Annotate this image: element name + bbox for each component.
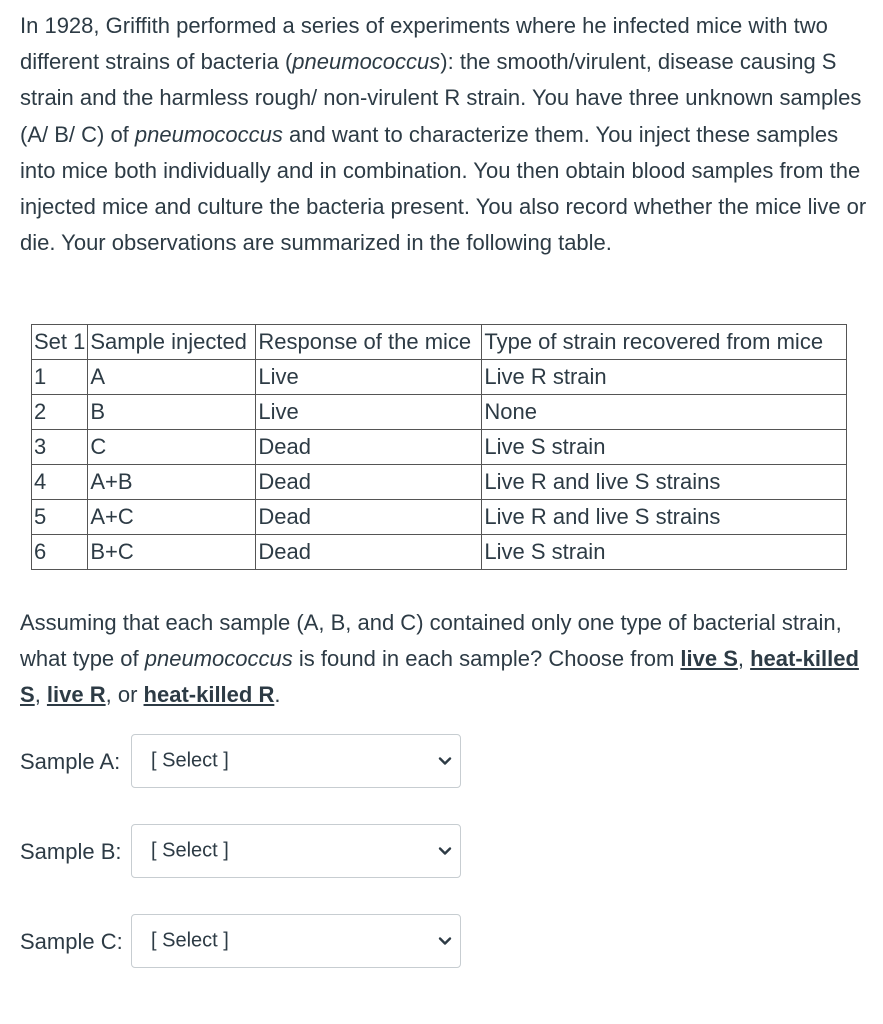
header-set: Set 1 — [32, 325, 88, 360]
cell-strain: Live R strain — [482, 360, 847, 395]
cell-strain: Live R and live S strains — [482, 500, 847, 535]
option-live-r: live R — [46, 682, 106, 708]
cell-set: 6 — [32, 535, 88, 570]
cell-response: Dead — [256, 430, 482, 465]
option-live-s: live S — [680, 646, 738, 672]
cell-strain: None — [482, 395, 847, 430]
intro-term-2: pneumococcus — [134, 121, 283, 147]
question-text-1: Assuming that each sample (A, B, and C) contained only one type of bacterial strain, what type of — [20, 610, 842, 672]
sample-b-selected-value: [ Select ] — [151, 839, 229, 862]
question-paragraph — [20, 605, 870, 714]
table-row — [32, 465, 847, 500]
chevron-down-icon — [438, 754, 452, 768]
table-row — [32, 430, 847, 465]
table-row — [32, 395, 847, 430]
sample-c-select[interactable] — [131, 914, 461, 968]
cell-set: 1 — [32, 360, 88, 395]
question-end: . — [274, 682, 281, 708]
cell-set: 3 — [32, 430, 88, 465]
cell-strain: Live S strain — [482, 535, 847, 570]
sample-a-selected-value: [ Select ] — [151, 749, 229, 772]
sample-b-select[interactable] — [131, 824, 461, 878]
cell-response: Dead — [256, 465, 482, 500]
chevron-down-icon — [438, 934, 452, 948]
sample-a-label: Sample A: — [20, 749, 121, 774]
cell-sample: B+C — [88, 535, 256, 570]
observations-table — [31, 324, 847, 570]
table-row — [32, 360, 847, 395]
cell-sample: A+B — [88, 465, 256, 500]
cell-response: Live — [256, 360, 482, 395]
cell-set: 5 — [32, 500, 88, 535]
cell-strain: Live S strain — [482, 430, 847, 465]
cell-set: 2 — [32, 395, 88, 430]
sample-b-label: Sample B: — [20, 839, 122, 864]
table-row — [32, 535, 847, 570]
table-row — [32, 500, 847, 535]
intro-text-2: ): the smooth/virulent, disease causing S strain and the harmless rough/ non-virulent R strain. You have three unknown samples (A/ B/ C) of — [20, 49, 862, 147]
separator: , or — [105, 682, 144, 708]
cell-response: Live — [256, 395, 482, 430]
sample-c-selected-value: [ Select ] — [151, 929, 229, 952]
cell-sample: C — [88, 430, 256, 465]
table-header-row — [32, 325, 847, 360]
cell-response: Dead — [256, 535, 482, 570]
header-response: Response of the mice — [256, 325, 482, 360]
question-term: pneumococcus — [144, 646, 293, 672]
cell-sample: A — [88, 360, 256, 395]
header-strain-recovered: Type of strain recovered from mice — [482, 325, 847, 360]
separator: , — [34, 682, 47, 708]
cell-sample: B — [88, 395, 256, 430]
option-heat-killed-r: heat-killed R — [143, 682, 275, 708]
chevron-down-icon — [438, 844, 452, 858]
cell-strain: Live R and live S strains — [482, 465, 847, 500]
intro-term: pneumococcus — [292, 49, 441, 75]
option-heat-killed-s: heat-killed S — [20, 646, 859, 708]
header-sample-injected: Sample injected — [88, 325, 256, 360]
intro-text-1: In 1928, Griffith performed a series of experiments where he infected mice with two different strains of bacteria ( — [20, 13, 828, 75]
cell-set: 4 — [32, 465, 88, 500]
intro-text-3: and want to characterize them. You inject these samples into mice both individually and in combination. You then obtain blood samples from the injected mice and culture the bacteria present. You also record whether the mice live or die. Your observations are summarized in the following table. — [20, 121, 867, 256]
cell-sample: A+C — [88, 500, 256, 535]
sample-c-label: Sample C: — [20, 929, 123, 954]
separator: , — [737, 646, 751, 672]
sample-a-select[interactable] — [131, 734, 461, 788]
question-text-2: is found in each sample? Choose from — [292, 646, 681, 672]
intro-paragraph — [20, 8, 870, 261]
cell-response: Dead — [256, 500, 482, 535]
